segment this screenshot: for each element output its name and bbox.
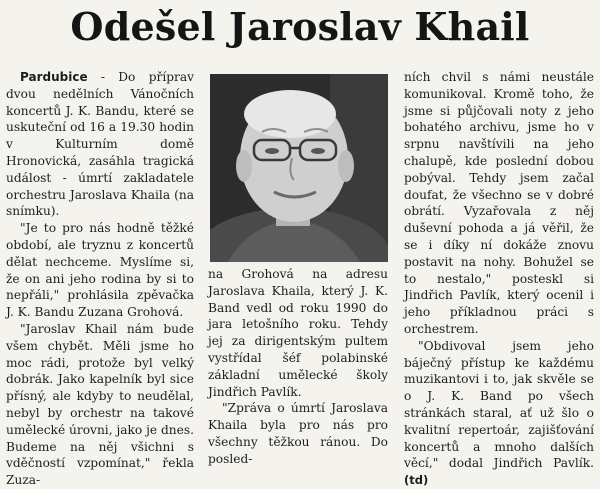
article-column-3: [404, 69, 594, 489]
paragraph-text: "Obdivoval jsem jeho báječný přístup ke každému muzikantovi i to, jak skvěle se o J. K. Band po všech stránkách staral, ať už šlo o kvalitní repertoár, zajišťování koncertů a mnoho dalších věcí," dodal Jindřich Pavlík.: [404, 338, 594, 471]
portrait-illustration: [210, 74, 388, 262]
dateline: Pardubice: [20, 70, 88, 84]
paragraph: "Jaroslav Khail nám bude všem chybět. Měli jsme ho moc rádi, protože byl velký dobrák. Jako kapelník byl sice přísný, ale kdyby to neudělal, nebyl by orchestr na takové umělecké úrovni, jako je dnes. Budeme na něj všichni s vděčností vzpomínat," řekla Zuza-: [6, 321, 194, 488]
article-column-1: [6, 69, 194, 489]
paragraph: "Zpráva o úmrtí Jaroslava Khaila byla pro nás pro všechny těžkou ránou. Do posled-: [208, 401, 388, 466]
paragraph: [404, 338, 594, 489]
paragraph: [6, 69, 194, 220]
article-column-2: [208, 266, 388, 468]
portrait-photo: [210, 74, 388, 262]
headline: Odešel Jaroslav Khail: [70, 4, 530, 49]
paragraph: "Je to pro nás hodně těžké období, ale tryznu z koncertů dělat nechceme. Myslíme si, že on ani jeho rodina by si to nepřáli," prohlásila zpěvačka J. K. Bandu Zuzana Grohová.: [6, 221, 194, 320]
paragraph: ních chvil s námi neustále komunikoval. Kromě toho, že jsme si půjčovali noty z jeho bohatého archivu, jsme ho v srpnu navštívili na jeho chalupě, kde poslední dobou pobýval. Tehdy jsem začal doufat, že všechno se v dobré obrátí. Vyzařovala z něj duševní pohoda a já věřil, že se i díky ní dokáže znovu postavit na nohy. Bohužel se to nestalo," posteskl si Jindřich Pavlík, který ocenil i jeho příkladnou práci s orchestrem.: [404, 70, 594, 336]
paragraph-text: - Do příprav dvou nedělních Vánočních koncertů J. K. Bandu, které se uskuteční od 16 a 19.30 hodin v Kulturním domě Hronovická, zasáhla tragická událost - úmrtí zakladatele orchestru Jaroslava Khaila (na snímku).: [6, 70, 194, 219]
paragraph: na Grohová na adresu Jaroslava Khaila, který J. K. Band vedl od roku 1990 do jara letošního roku. Tehdy jej za dirigentským pultem vystřídal šéf polabinské základní umělecké školy Jindřich Pavlík.: [208, 267, 388, 399]
author-signature: (td): [404, 473, 429, 488]
